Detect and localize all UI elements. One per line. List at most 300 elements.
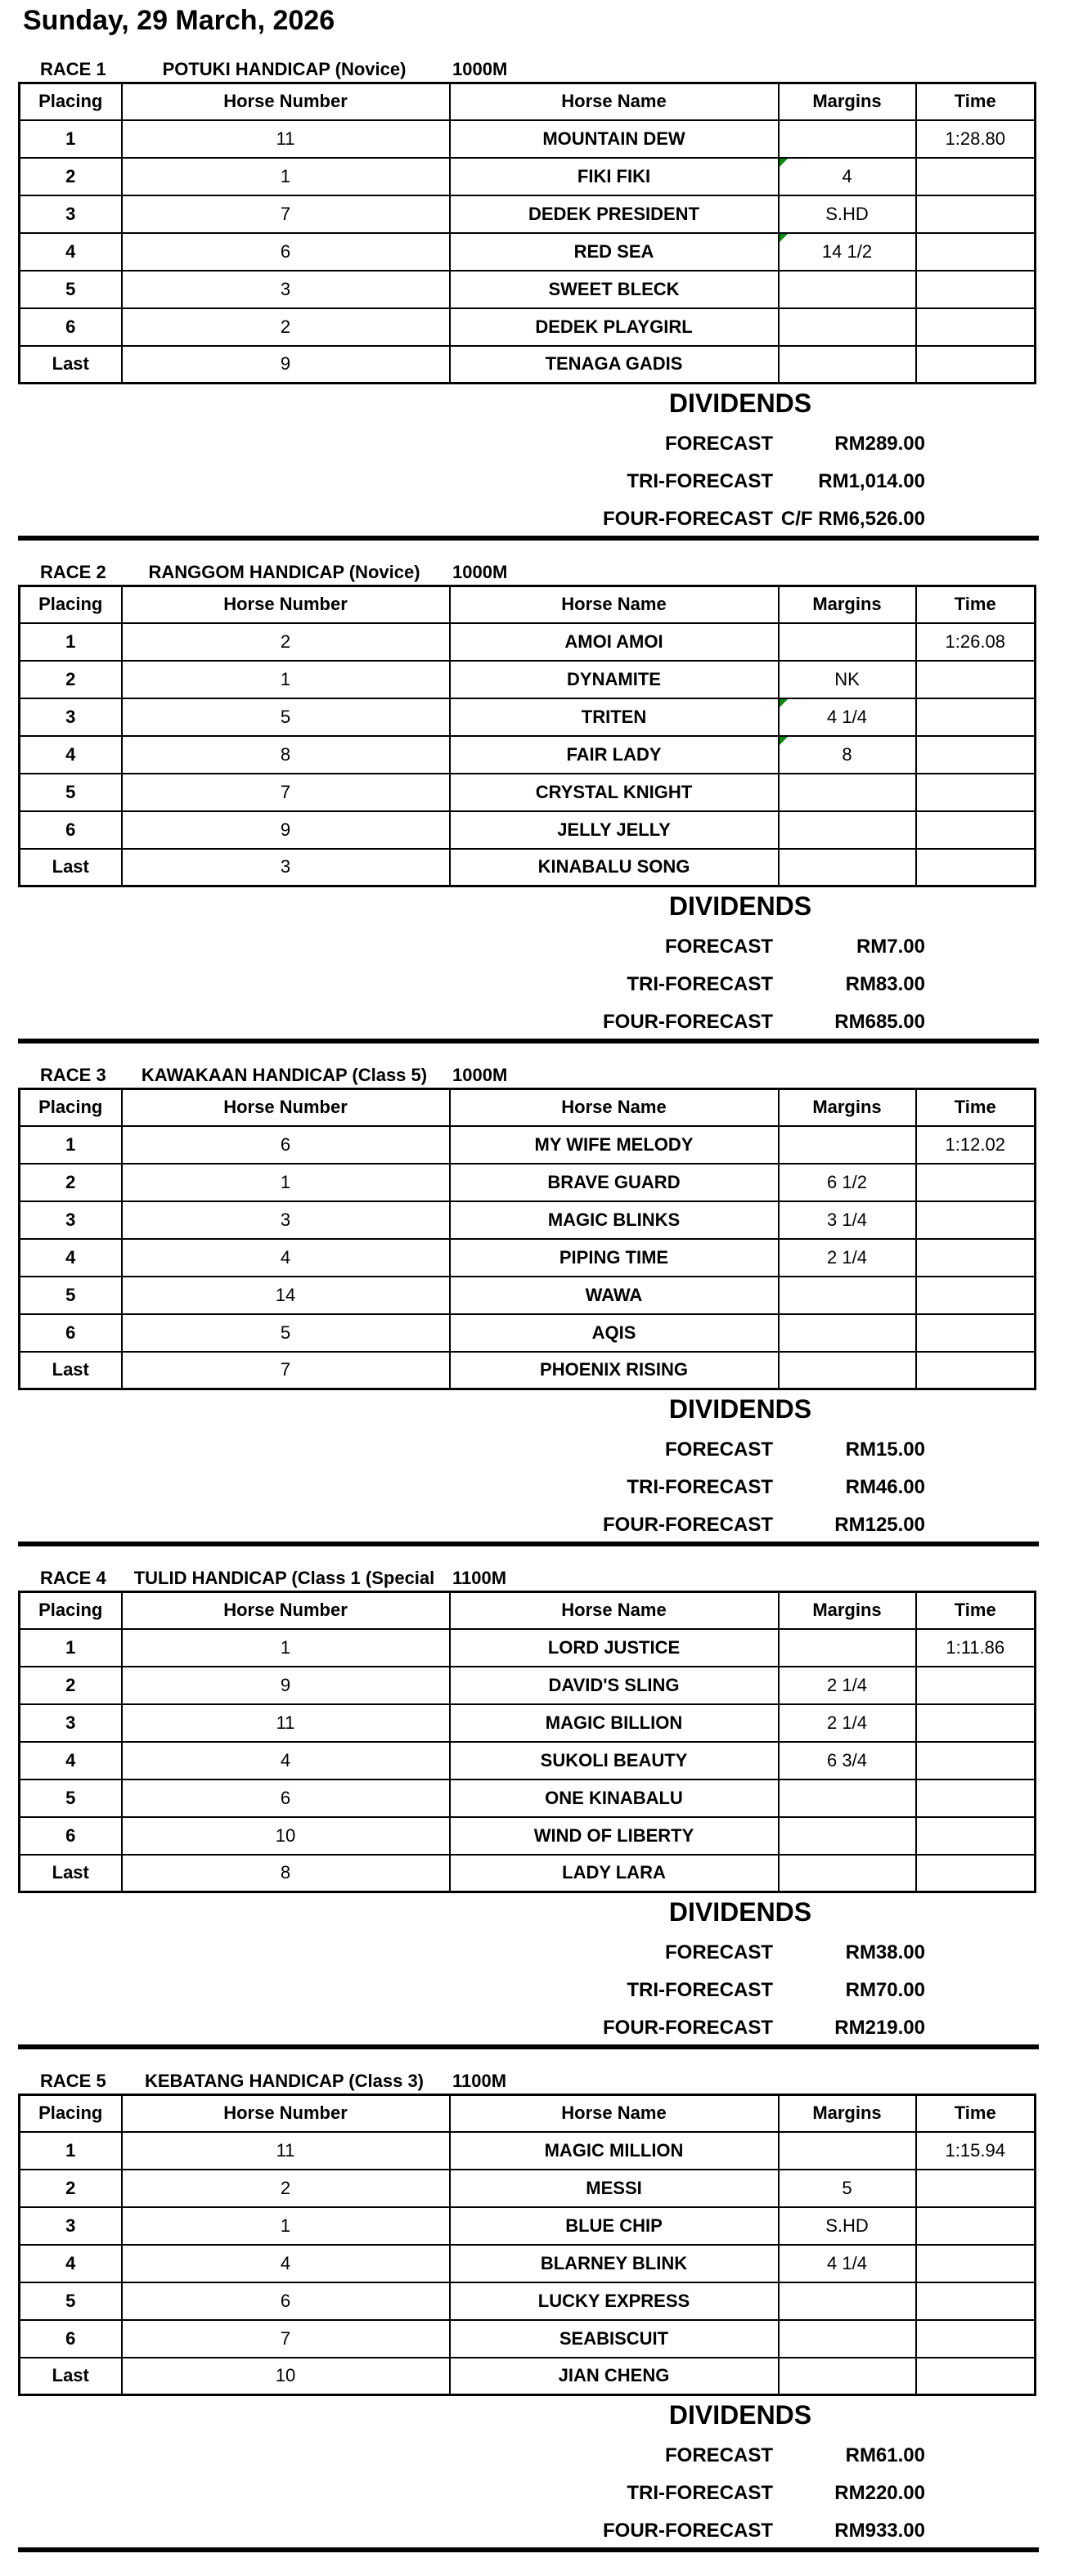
horse-number-cell: 6	[122, 2282, 450, 2320]
horse-number-cell: 7	[122, 195, 450, 233]
placing-cell: 3	[20, 195, 122, 233]
time-cell	[916, 698, 1036, 736]
margin-cell	[779, 698, 916, 736]
margin-value: NK	[834, 668, 860, 689]
race-name: KEBATANG HANDICAP (Class 3)	[144, 2071, 425, 2091]
margin-cell	[779, 2207, 916, 2245]
time-cell	[916, 1239, 1036, 1277]
horse-name-cell: FIKI FIKI	[450, 158, 779, 195]
dividend-label: TRI-FORECAST	[627, 1979, 773, 2001]
margin-cell	[779, 308, 916, 346]
horse-number-cell: 8	[122, 1855, 450, 1892]
horse-name-cell: TENAGA GADIS	[450, 346, 779, 384]
margin-cell	[779, 195, 916, 233]
margin-cell	[779, 811, 916, 849]
cell-corner-indicator-icon	[780, 737, 788, 745]
time-cell	[916, 1314, 1036, 1352]
dividend-value: RM7.00	[856, 936, 925, 958]
margin-cell	[779, 1779, 916, 1817]
horse-number-cell: 2	[122, 623, 450, 661]
table-row	[20, 1239, 1036, 1277]
placing-cell: Last	[20, 849, 122, 886]
horse-number-cell: 9	[122, 1667, 450, 1704]
table-row	[20, 1629, 1036, 1667]
column-header-horse-name: Horse Name	[450, 586, 779, 623]
margin-cell	[779, 2170, 916, 2207]
table-row	[20, 774, 1036, 811]
dividends-section	[0, 1891, 1083, 2069]
horse-number-cell: 6	[122, 1779, 450, 1817]
margin-value: 4	[842, 165, 852, 186]
horse-number-cell: 6	[122, 1126, 450, 1164]
horse-name-cell: MY WIFE MELODY	[450, 1126, 779, 1164]
column-header-horse-number: Horse Number	[122, 83, 450, 120]
table-row	[20, 1201, 1036, 1239]
placing-cell: Last	[20, 1352, 122, 1389]
placing-cell: 3	[20, 1704, 122, 1742]
column-header-horse-number: Horse Number	[122, 1592, 450, 1629]
dividends-section	[0, 1388, 1083, 1566]
table-row	[20, 271, 1036, 308]
table-header-row	[20, 586, 1036, 623]
horse-number-cell: 9	[122, 811, 450, 849]
margin-cell	[779, 1704, 916, 1742]
horse-number-cell: 6	[122, 233, 450, 271]
dividend-label: TRI-FORECAST	[627, 470, 773, 492]
time-cell	[916, 849, 1036, 886]
table-row	[20, 2207, 1036, 2245]
horse-name-cell: LADY LARA	[450, 1855, 779, 1892]
results-table	[18, 1591, 1036, 1893]
horse-number-cell: 1	[122, 1164, 450, 1201]
margin-cell	[779, 1277, 916, 1314]
time-cell	[916, 1779, 1036, 1817]
margin-cell	[779, 1314, 916, 1352]
margin-value: 2 1/4	[827, 1674, 867, 1695]
results-table	[18, 585, 1036, 887]
margin-cell	[779, 2282, 916, 2320]
column-header-placing: Placing	[20, 586, 122, 623]
margin-cell	[779, 271, 916, 308]
dividend-row	[0, 2512, 1083, 2550]
horse-number-cell: 7	[122, 774, 450, 811]
placing-cell: 4	[20, 2245, 122, 2282]
time-cell	[916, 1164, 1036, 1201]
horse-name-cell: DEDEK PLAYGIRL	[450, 308, 779, 346]
margin-cell	[779, 1855, 916, 1892]
horse-name-cell: TRITEN	[450, 698, 779, 736]
placing-cell: Last	[20, 2358, 122, 2395]
time-cell: 1:15.94	[916, 2132, 1036, 2170]
time-cell	[916, 2320, 1036, 2358]
race-block	[0, 560, 1083, 1063]
race-distance: 1000M	[452, 1065, 508, 1085]
table-row	[20, 1779, 1036, 1817]
margin-value: 2 1/4	[827, 1712, 867, 1733]
race-name: TULID HANDICAP (Class 1 (Special	[133, 1568, 435, 1588]
placing-cell: 4	[20, 1239, 122, 1277]
time-cell	[916, 1855, 1036, 1892]
horse-number-cell: 14	[122, 1277, 450, 1314]
placing-cell: 1	[20, 1629, 122, 1667]
dividend-label: FOUR-FORECAST	[603, 2017, 773, 2039]
table-row	[20, 1314, 1036, 1352]
horse-name-cell: RED SEA	[450, 233, 779, 271]
table-header-row	[20, 1089, 1036, 1126]
margin-cell	[779, 1817, 916, 1855]
dividend-row	[0, 1506, 1083, 1544]
margin-value: 4 1/4	[827, 2252, 867, 2273]
horse-number-cell: 3	[122, 849, 450, 886]
horse-name-cell: MAGIC BILLION	[450, 1704, 779, 1742]
time-cell	[916, 1352, 1036, 1389]
race-distance: 1000M	[452, 59, 508, 79]
horse-name-cell: LORD JUSTICE	[450, 1629, 779, 1667]
placing-cell: 2	[20, 158, 122, 195]
margin-value: 6 1/2	[827, 1171, 867, 1192]
horse-number-cell: 10	[122, 1817, 450, 1855]
horse-name-cell: MAGIC MILLION	[450, 2132, 779, 2170]
dividend-value: RM125.00	[834, 1514, 925, 1536]
table-row	[20, 661, 1036, 698]
time-cell	[916, 2170, 1036, 2207]
column-header-margins: Margins	[779, 1089, 916, 1126]
dividend-row	[0, 1934, 1083, 1972]
placing-cell: 2	[20, 661, 122, 698]
horse-number-cell: 11	[122, 1704, 450, 1742]
margin-cell	[779, 1629, 916, 1667]
margin-cell	[779, 1239, 916, 1277]
placing-cell: 5	[20, 1779, 122, 1817]
table-row	[20, 1277, 1036, 1314]
dividends-title: DIVIDENDS	[668, 388, 812, 418]
margin-cell	[779, 1742, 916, 1779]
dividend-value: RM70.00	[845, 1979, 925, 2001]
margin-cell	[779, 1126, 916, 1164]
column-header-horse-number: Horse Number	[122, 1089, 450, 1126]
column-header-horse-name: Horse Name	[450, 2095, 779, 2132]
horse-number-cell: 2	[122, 2170, 450, 2207]
margin-cell	[779, 120, 916, 158]
dividend-value: RM289.00	[834, 433, 925, 455]
time-cell: 1:11.86	[916, 1629, 1036, 1667]
table-header-row	[20, 1592, 1036, 1629]
horse-number-cell: 1	[122, 1629, 450, 1667]
race-block	[0, 1063, 1083, 1566]
time-cell	[916, 1817, 1036, 1855]
race-label: RACE 4	[40, 1568, 106, 1588]
placing-cell: 3	[20, 698, 122, 736]
horse-name-cell: FAIR LADY	[450, 736, 779, 774]
time-cell	[916, 271, 1036, 308]
table-row	[20, 1352, 1036, 1389]
horse-name-cell: MOUNTAIN DEW	[450, 120, 779, 158]
dividends-title: DIVIDENDS	[668, 1394, 812, 1424]
cell-corner-indicator-icon	[780, 234, 788, 242]
horse-number-cell: 5	[122, 1314, 450, 1352]
time-cell: 1:12.02	[916, 1126, 1036, 1164]
horse-name-cell: JELLY JELLY	[450, 811, 779, 849]
time-cell	[916, 1742, 1036, 1779]
horse-number-cell: 7	[122, 1352, 450, 1389]
horse-name-cell: MESSI	[450, 2170, 779, 2207]
dividend-value: RM61.00	[845, 2444, 925, 2466]
dividends-title: DIVIDENDS	[668, 1897, 812, 1927]
placing-cell: 4	[20, 233, 122, 271]
table-row	[20, 2320, 1036, 2358]
time-cell	[916, 233, 1036, 271]
dividend-label: TRI-FORECAST	[627, 2482, 773, 2504]
column-header-time: Time	[916, 586, 1036, 623]
race-header	[0, 560, 1083, 585]
section-divider	[18, 1542, 1039, 1546]
table-row	[20, 849, 1036, 886]
race-name: POTUKI HANDICAP (Novice)	[162, 59, 407, 79]
margin-cell	[779, 1201, 916, 1239]
table-row	[20, 1742, 1036, 1779]
placing-cell: 6	[20, 811, 122, 849]
dividend-value: C/F RM6,526.00	[780, 508, 925, 530]
margin-cell	[779, 2320, 916, 2358]
table-row	[20, 623, 1036, 661]
time-cell	[916, 158, 1036, 195]
dividend-row	[0, 2475, 1083, 2512]
dividend-row	[0, 1431, 1083, 1469]
horse-name-cell: KINABALU SONG	[450, 849, 779, 886]
race-header	[0, 1063, 1083, 1088]
table-row	[20, 2245, 1036, 2282]
column-header-horse-number: Horse Number	[122, 586, 450, 623]
race-block	[0, 1566, 1083, 2069]
placing-cell: 2	[20, 2170, 122, 2207]
placing-cell: 4	[20, 736, 122, 774]
dividend-row	[0, 966, 1083, 1003]
table-row	[20, 1855, 1036, 1892]
margin-value: S.HD	[825, 203, 869, 224]
results-table	[18, 1088, 1036, 1390]
dividend-value: RM220.00	[834, 2482, 925, 2504]
time-cell	[916, 1704, 1036, 1742]
table-row	[20, 195, 1036, 233]
horse-number-cell: 3	[122, 1201, 450, 1239]
column-header-time: Time	[916, 2095, 1036, 2132]
placing-cell: 6	[20, 1817, 122, 1855]
horse-name-cell: SEABISCUIT	[450, 2320, 779, 2358]
race-label: RACE 2	[40, 562, 106, 582]
dividends-title: DIVIDENDS	[668, 2400, 812, 2430]
column-header-horse-name: Horse Name	[450, 83, 779, 120]
section-divider	[18, 2547, 1039, 2552]
margin-cell	[779, 233, 916, 271]
horse-name-cell: SUKOLI BEAUTY	[450, 1742, 779, 1779]
table-row	[20, 698, 1036, 736]
column-header-time: Time	[916, 83, 1036, 120]
margin-cell	[779, 346, 916, 384]
placing-cell: 3	[20, 2207, 122, 2245]
table-row	[20, 2132, 1036, 2170]
dividend-value: RM46.00	[845, 1476, 925, 1498]
race-header	[0, 57, 1083, 82]
horse-name-cell: MAGIC BLINKS	[450, 1201, 779, 1239]
horse-name-cell: DEDEK PRESIDENT	[450, 195, 779, 233]
table-row	[20, 158, 1036, 195]
placing-cell: 4	[20, 1742, 122, 1779]
margin-value: 4 1/4	[827, 706, 867, 727]
dividend-label: TRI-FORECAST	[627, 1476, 773, 1498]
horse-number-cell: 8	[122, 736, 450, 774]
dividend-row	[0, 1972, 1083, 2009]
table-row	[20, 233, 1036, 271]
horse-name-cell: LUCKY EXPRESS	[450, 2282, 779, 2320]
margin-cell	[779, 158, 916, 195]
column-header-placing: Placing	[20, 83, 122, 120]
placing-cell: 2	[20, 1164, 122, 1201]
cell-corner-indicator-icon	[780, 159, 788, 167]
dividends-section	[0, 382, 1083, 560]
margin-cell	[779, 849, 916, 886]
column-header-margins: Margins	[779, 2095, 916, 2132]
table-row	[20, 120, 1036, 158]
margin-cell	[779, 1164, 916, 1201]
placing-cell: Last	[20, 346, 122, 384]
section-divider	[18, 536, 1039, 541]
column-header-margins: Margins	[779, 586, 916, 623]
horse-name-cell: ONE KINABALU	[450, 1779, 779, 1817]
horse-name-cell: DAVID'S SLING	[450, 1667, 779, 1704]
horse-name-cell: PIPING TIME	[450, 1239, 779, 1277]
dividend-label: FORECAST	[665, 1438, 773, 1461]
margin-cell	[779, 2245, 916, 2282]
dividend-label: FOUR-FORECAST	[603, 1011, 773, 1033]
dividend-label: FOUR-FORECAST	[603, 1514, 773, 1536]
table-row	[20, 811, 1036, 849]
race-header	[0, 1566, 1083, 1591]
dividend-row	[0, 1469, 1083, 1506]
section-divider	[18, 1039, 1039, 1043]
table-header-row	[20, 83, 1036, 120]
horse-name-cell: CRYSTAL KNIGHT	[450, 774, 779, 811]
table-row	[20, 2282, 1036, 2320]
placing-cell: 1	[20, 120, 122, 158]
race-header	[0, 2069, 1083, 2094]
horse-name-cell: WAWA	[450, 1277, 779, 1314]
placing-cell: 6	[20, 1314, 122, 1352]
race-distance: 1100M	[452, 1568, 507, 1588]
margin-value: 2 1/4	[827, 1246, 867, 1268]
table-row	[20, 2358, 1036, 2395]
horse-number-cell: 2	[122, 308, 450, 346]
horse-name-cell: WIND OF LIBERTY	[450, 1817, 779, 1855]
cell-corner-indicator-icon	[780, 699, 788, 707]
column-header-placing: Placing	[20, 2095, 122, 2132]
time-cell	[916, 736, 1036, 774]
dividend-row	[0, 500, 1083, 538]
margin-cell	[779, 774, 916, 811]
table-row	[20, 1704, 1036, 1742]
placing-cell: 2	[20, 1667, 122, 1704]
placing-cell: 6	[20, 2320, 122, 2358]
table-row	[20, 308, 1036, 346]
column-header-time: Time	[916, 1592, 1036, 1629]
dividend-value: RM685.00	[834, 1011, 925, 1033]
table-row	[20, 1667, 1036, 1704]
dividend-label: FOUR-FORECAST	[603, 508, 773, 530]
dividend-row	[0, 463, 1083, 500]
horse-number-cell: 3	[122, 271, 450, 308]
horse-name-cell: AQIS	[450, 1314, 779, 1352]
dividend-label: FOUR-FORECAST	[603, 2520, 773, 2542]
horse-number-cell: 4	[122, 2245, 450, 2282]
horse-number-cell: 1	[122, 158, 450, 195]
horse-number-cell: 1	[122, 661, 450, 698]
placing-cell: 1	[20, 1126, 122, 1164]
placing-cell: 1	[20, 2132, 122, 2170]
race-block	[0, 57, 1083, 560]
horse-number-cell: 10	[122, 2358, 450, 2395]
table-row	[20, 1164, 1036, 1201]
horse-name-cell: BLARNEY BLINK	[450, 2245, 779, 2282]
time-cell	[916, 2358, 1036, 2395]
time-cell	[916, 661, 1036, 698]
horse-name-cell: AMOI AMOI	[450, 623, 779, 661]
column-header-time: Time	[916, 1089, 1036, 1126]
dividend-label: FORECAST	[665, 936, 773, 958]
horse-name-cell: BRAVE GUARD	[450, 1164, 779, 1201]
dividends-title: DIVIDENDS	[668, 891, 812, 921]
horse-name-cell: PHOENIX RISING	[450, 1352, 779, 1389]
column-header-margins: Margins	[779, 83, 916, 120]
margin-value: 14 1/2	[821, 240, 873, 262]
placing-cell: 6	[20, 308, 122, 346]
horse-number-cell: 9	[122, 346, 450, 384]
margin-cell	[779, 2132, 916, 2170]
placing-cell: 5	[20, 2282, 122, 2320]
margin-cell	[779, 1667, 916, 1704]
margin-value: 8	[842, 743, 852, 765]
horse-name-cell: SWEET BLECK	[450, 271, 779, 308]
time-cell	[916, 346, 1036, 384]
margin-value: S.HD	[825, 2215, 869, 2236]
time-cell	[916, 195, 1036, 233]
page-title: Sunday, 29 March, 2026	[23, 5, 335, 36]
margin-value: 3 1/4	[827, 1209, 867, 1230]
column-header-placing: Placing	[20, 1592, 122, 1629]
dividend-row	[0, 928, 1083, 966]
dividend-value: RM219.00	[834, 2017, 925, 2039]
race-block	[0, 2069, 1083, 2572]
time-cell	[916, 2207, 1036, 2245]
horse-number-cell: 4	[122, 1742, 450, 1779]
time-cell: 1:26.08	[916, 623, 1036, 661]
results-table	[18, 82, 1036, 384]
table-row	[20, 1817, 1036, 1855]
time-cell	[916, 774, 1036, 811]
time-cell	[916, 1277, 1036, 1314]
horse-number-cell: 1	[122, 2207, 450, 2245]
horse-name-cell: DYNAMITE	[450, 661, 779, 698]
dividends-section	[0, 2394, 1083, 2572]
time-cell	[916, 2245, 1036, 2282]
time-cell: 1:28.80	[916, 120, 1036, 158]
horse-name-cell: JIAN CHENG	[450, 2358, 779, 2395]
dividend-value: RM83.00	[845, 973, 925, 995]
horse-number-cell: 4	[122, 1239, 450, 1277]
placing-cell: 5	[20, 774, 122, 811]
race-name: RANGGOM HANDICAP (Novice)	[148, 562, 420, 582]
time-cell	[916, 2282, 1036, 2320]
column-header-horse-name: Horse Name	[450, 1592, 779, 1629]
race-distance: 1000M	[452, 562, 508, 582]
